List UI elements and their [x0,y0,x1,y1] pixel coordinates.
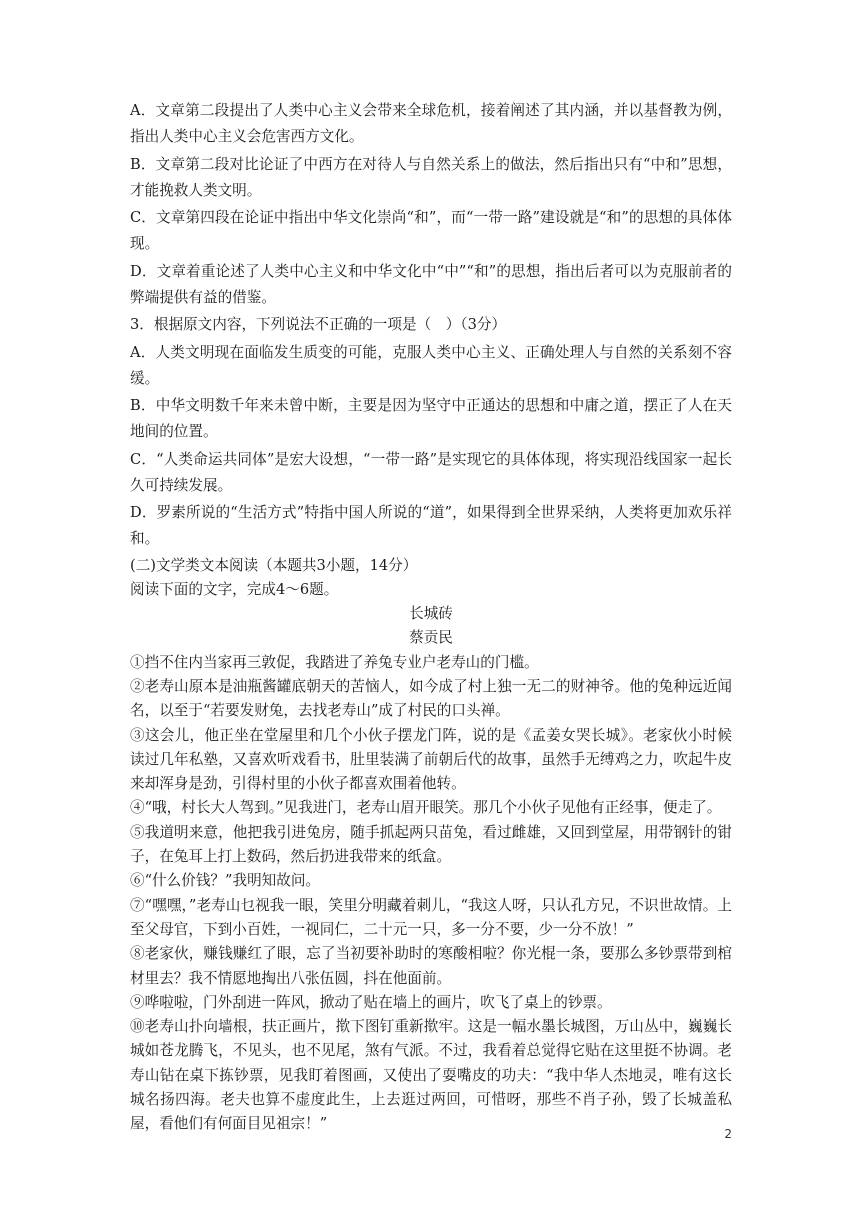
q3-option-a: A．人类文明现在面临发生质变的可能，克服人类中心主义、正确处理人与自然的关系刻不容缓。 [130,343,732,387]
q3-option-d: D．罗素所说的“生活方式”特指中国人所说的“道”，如果得到全世界采纳，人类将更加欢乐祥和。 [130,504,732,547]
story-author: 蔡贡民 [409,629,453,647]
page-content [130,98,732,1137]
story-paragraph-4: ④“哦，村长大人驾到。”见我进门，老寿山眉开眼笑。那几个小伙子见他有正经事，便走了。 [130,799,722,817]
q3-option-c: C．“人类命运共同体”是宏大设想，“一带一路”是实现它的具体体现，将实现沿线国家一起长久可持续发展。 [130,450,732,494]
q2-option-c: C．文章第四段在论证中指出中华文化崇尚“和”，而“一带一路”建设就是“和”的思想的具体体现。 [130,209,732,252]
question-3-stem: 3．根据原文内容，下列说法不正确的一项是（ ）（3分） [130,316,507,333]
story-paragraph-10: ⑩老寿山扑向墙根，扶正画片，揿下图钉重新揿牢。这是一幅水墨长城图，万山丛中，巍巍长城如苍龙腾飞，不见头，也不见尾，煞有气派。不过，我看着总觉得它贴在这里挺不协调。老寿山钻在桌下拣钞票，见我盯着图画，又使出了耍嘴皮的功夫：“我中华人杰地灵，唯有这长城名扬四海。老夫也算不虚度此生，上去逛过两回，可惜呀，那些不肖子孙，毁了长城盖私屋，看他们有何面目见祖宗！” [130,1018,732,1133]
reading-instruction: 阅读下面的文字，完成4～6题。 [130,580,339,598]
story-paragraph-5: ⑤我道明来意，他把我引进兔房，随手抓起两只苗兔，看过雌雄，又回到堂屋，用带钢针的钳子，在兔耳上打上数码，然后扔进我带来的纸盒。 [130,823,732,866]
story-title: 长城砖 [409,605,453,623]
section-heading: (二)文学类文本阅读（本题共3小题，14分） [130,556,418,574]
story-paragraph-8: ⑧老家伙，赚钱赚红了眼，忘了当初要补助时的寒酸相啦？你光棍一条，要那么多钞票带到棺材里去？我不情愿地掏出八张伍圆，抖在他面前。 [130,945,732,987]
story-paragraph-2: ②老寿山原本是油瓶酱罐底朝天的苦恼人，如今成了村上独一无二的财神爷。他的兔种远近闻名，以至于“若要发财兔，去找老寿山”成了村民的口头禅。 [130,677,732,720]
story-paragraph-9: ⑨哗啦啦，门外刮进一阵风，掀动了贴在墙上的画片，吹飞了桌上的钞票。 [130,993,612,1011]
story-paragraph-1: ①挡不住内当家再三敦促，我踏进了养兔专业户老寿山的门槛。 [130,653,539,671]
q2-option-b: B．文章第二段对比论证了中西方在对待人与自然关系上的做法，然后指出只有“中和”思想，才能挽救人类文明。 [130,155,732,199]
q2-option-a: A．文章第二段提出了人类中心主义会带来全球危机，接着阐述了其内涵，并以基督教为例，指出人类中心主义会危害西方文化。 [130,102,732,145]
story-paragraph-3: ③这会儿，他正坐在堂屋里和几个小伙子摆龙门阵，说的是《孟姜女哭长城》。老家伙小时候读过几年私塾，又喜欢听戏看书，肚里装满了前朝后代的故事，虽然手无缚鸡之力，吹起牛皮来却浑身是劲，引得村里的小伙子都喜欢围着他转。 [130,726,732,793]
story-paragraph-7: ⑦“嘿嘿，”老寿山乜视我一眼，笑里分明藏着刺儿，“我这人呀，只认孔方兄，不识世故情。上至父母官，下到小百姓，一视同仁，二十元一只，多一分不要，少一分不放！” [130,896,732,938]
q2-option-d: D．文章着重论述了人类中心主义和中华文化中“中”“和”的思想，指出后者可以为克服前者的弊端提供有益的借鉴。 [130,262,732,306]
q3-option-b: B．中华文明数千年来未曾中断，主要是因为坚守中正通达的思想和中庸之道，摆正了人在天地间的位置。 [130,397,732,440]
story-paragraph-6: ⑥“什么价钱？”我明知故问。 [130,872,321,890]
page-number: 2 [724,1127,732,1141]
